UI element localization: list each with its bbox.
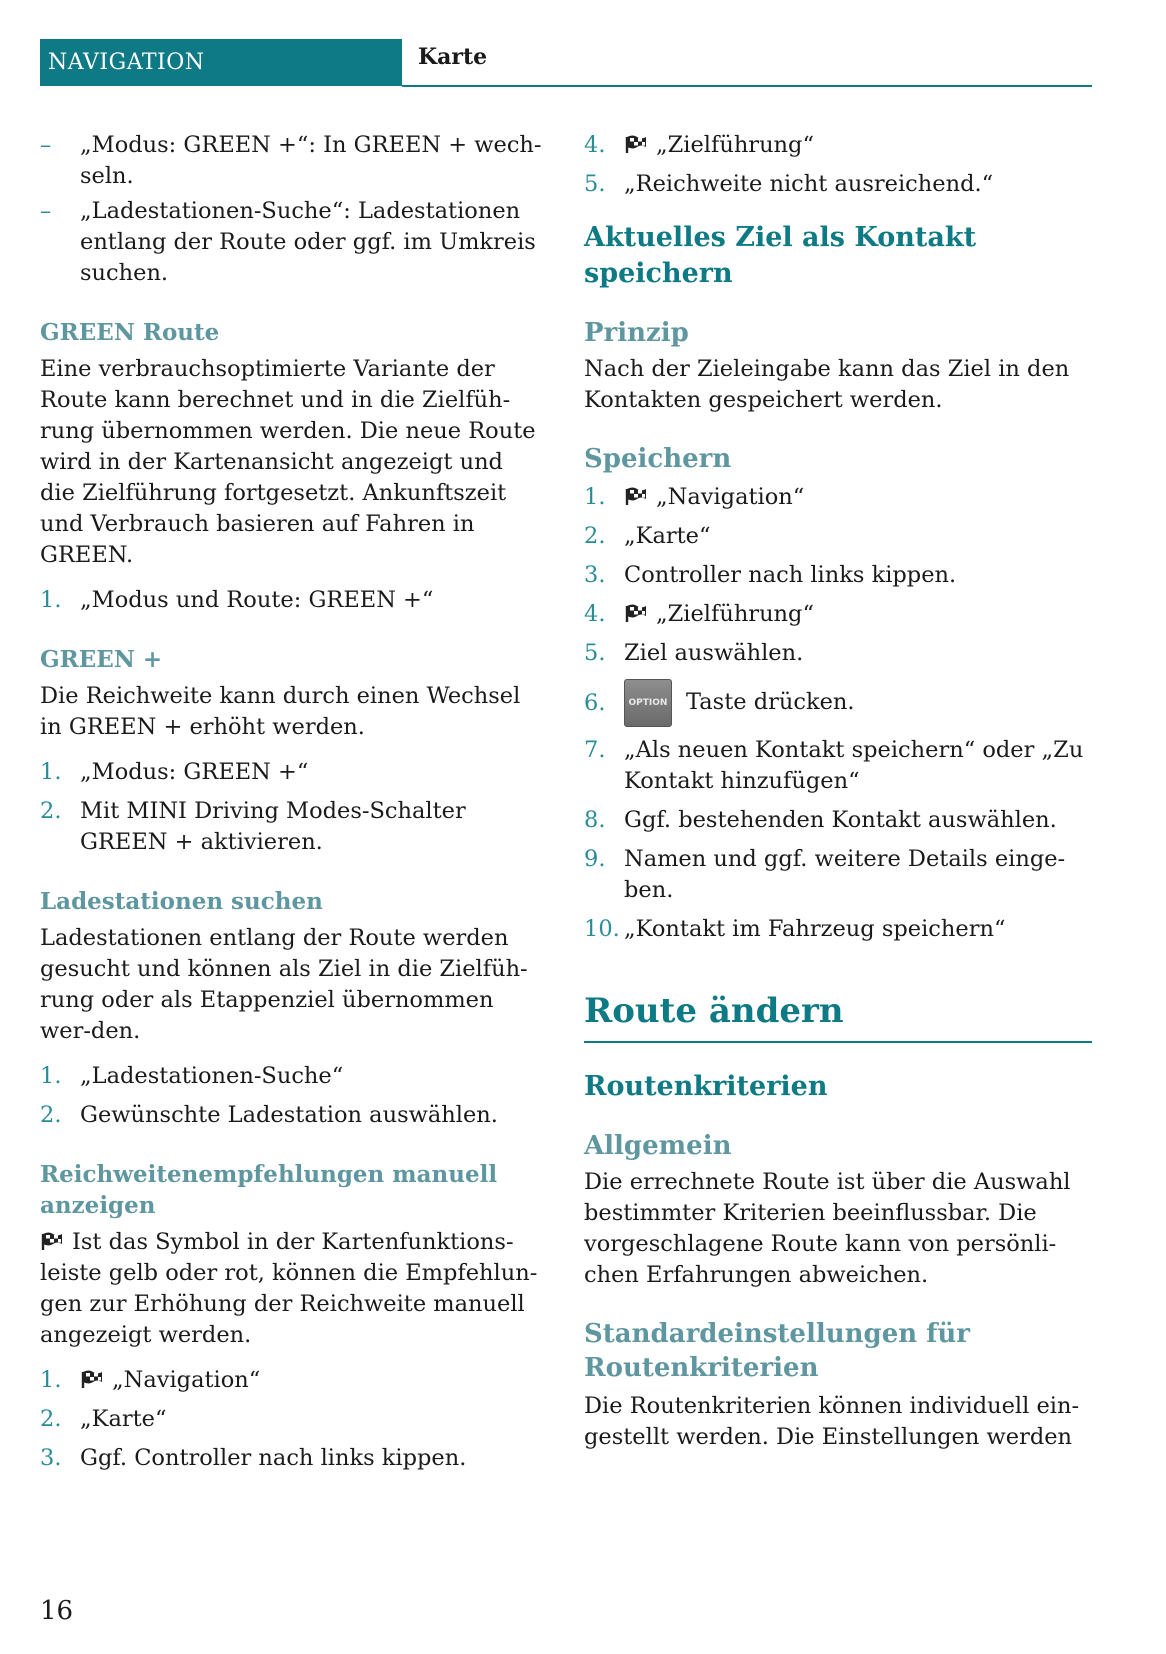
option-key-icon: OPTION — [624, 679, 672, 727]
step-text: Ggf. Controller nach links kippen. — [80, 1445, 467, 1471]
step-text: „Modus und Route: GREEN +“ — [80, 587, 434, 613]
list-item — [40, 1404, 545, 1435]
standard-body: Die Routenkriterien können individuell ein-gestellt werden. Die Einstellungen werden — [584, 1393, 1080, 1450]
step-text: „Kontakt im Fahrzeug speichern“ — [624, 916, 1006, 942]
green-route-body: Eine verbrauchsoptimierte Variante der Route kann berechnet und in die Zielfüh-rung übernommen werden. Die neue Route wird in der Kartenansicht angezeigt und die Zielführung fortgesetzt. Ankunftszeit und Verbrauch basieren auf Fahren in GREEN. — [40, 356, 536, 568]
step-number: 1. — [40, 587, 62, 613]
page-number: 16 — [40, 1596, 74, 1626]
step-text: Taste drücken. — [686, 689, 855, 715]
list-item — [584, 599, 1092, 630]
step-number: 1. — [40, 1367, 62, 1393]
step-number: 3. — [584, 562, 606, 588]
step-text: Namen und ggf. weitere Details einge-ben. — [624, 846, 1066, 903]
step-number: 1. — [40, 1063, 62, 1089]
right-column — [584, 130, 1092, 1453]
green-plus-body: Die Reichweite kann durch einen Wechsel in GREEN + erhöht werden. — [40, 683, 521, 740]
list-item — [40, 796, 545, 858]
step-number: 4. — [584, 601, 606, 627]
bullet-item — [40, 130, 545, 192]
step-number: 3. — [40, 1445, 62, 1471]
step-text: „Zielführung“ — [656, 601, 814, 627]
route-title: Route ändern — [584, 991, 844, 1031]
allgemein-heading: Allgemein — [584, 1131, 732, 1161]
step-number: 1. — [40, 759, 62, 785]
checkered-flag-icon — [40, 1230, 64, 1252]
routenkriterien-heading: Routenkriterien — [584, 1071, 828, 1102]
list-item — [584, 482, 1092, 513]
list-item — [584, 521, 1092, 552]
list-item — [584, 844, 1092, 906]
list-item — [40, 1100, 545, 1131]
ladestationen-body: Ladestationen entlang der Route werden gesucht und können als Ziel in die Zielfüh-rung oder als Etappenziel übernommen wer-den. — [40, 925, 528, 1044]
list-item — [584, 560, 1092, 591]
bullet-text: „Modus: GREEN +“: In GREEN + wech-seln. — [80, 132, 542, 189]
left-column — [40, 130, 545, 1474]
step-text: Mit MINI Driving Modes-Schalter GREEN + aktivieren. — [80, 798, 466, 855]
standard-heading: Standardeinstellungen für Routenkriterien — [584, 1319, 970, 1383]
step-text: „Reichweite nicht ausreichend.“ — [624, 171, 994, 197]
step-text: Controller nach links kippen. — [624, 562, 957, 588]
checkered-flag-icon — [624, 133, 648, 155]
bullet-text: „Ladestationen-Suche“: Ladestationen entlang der Route oder ggf. im Umkreis suchen. — [80, 198, 536, 286]
step-number: 2. — [40, 1406, 62, 1432]
list-item — [584, 914, 1092, 945]
checkered-flag-icon — [80, 1368, 104, 1390]
step-text: „Karte“ — [624, 523, 711, 549]
list-item — [584, 169, 1092, 200]
step-number: 5. — [584, 640, 606, 666]
step-number: 9. — [584, 846, 606, 872]
list-item — [40, 1443, 545, 1474]
step-number: 1. — [584, 484, 606, 510]
step-text: „Navigation“ — [112, 1367, 261, 1393]
allgemein-body: Die errechnete Route ist über die Auswahl bestimmter Kriterien beeinflussbar. Die vorgeschlagene Route kann von persönli-chen Erfahrungen abweichen. — [584, 1169, 1071, 1288]
step-number: 2. — [584, 523, 606, 549]
step-text: „Navigation“ — [656, 484, 805, 510]
reichweite-heading: Reichweitenempfehlungen manuell anzeigen — [40, 1161, 498, 1219]
prinzip-body: Nach der Zieleingabe kann das Ziel in den Kontakten gespeichert werden. — [584, 356, 1070, 413]
prinzip-heading: Prinzip — [584, 318, 689, 348]
section-rule — [584, 1041, 1092, 1043]
step-text: „Zielführung“ — [656, 132, 814, 158]
bullet-item — [40, 196, 545, 289]
header-topic: Karte — [418, 44, 488, 70]
list-item — [40, 757, 545, 788]
step-number: 2. — [40, 798, 62, 824]
step-text: „Ladestationen-Suche“ — [80, 1063, 344, 1089]
list-item — [584, 638, 1092, 669]
step-number: 2. — [40, 1102, 62, 1128]
step-text: Ggf. bestehenden Kontakt auswählen. — [624, 807, 1057, 833]
step-text: „Als neuen Kontakt speichern“ oder „Zu Kontakt hinzufügen“ — [624, 737, 1084, 794]
step-text: „Modus: GREEN +“ — [80, 759, 309, 785]
list-item — [584, 805, 1092, 836]
kontakt-heading: Aktuelles Ziel als Kontakt speichern — [584, 222, 977, 289]
step-text: Gewünschte Ladestation auswählen. — [80, 1102, 498, 1128]
ladestationen-heading: Ladestationen suchen — [40, 888, 323, 915]
reichweite-body-wrap — [40, 1227, 545, 1351]
header-rule — [402, 85, 1092, 87]
step-number: 6. — [584, 689, 606, 716]
step-text: „Karte“ — [80, 1406, 167, 1432]
step-number: 10. — [584, 916, 620, 942]
step-number: 5. — [584, 171, 606, 197]
green-plus-heading: GREEN + — [40, 646, 163, 673]
dash-marker: – — [40, 132, 52, 158]
checkered-flag-icon — [624, 485, 648, 507]
green-route-heading: GREEN Route — [40, 319, 220, 346]
step-number: 8. — [584, 807, 606, 833]
reichweite-body: Ist das Symbol in der Kartenfunktions-leiste gelb oder rot, können die Empfehlun-gen zur Erhöhung der Reichweite manuell angezeigt werden. — [40, 1229, 538, 1348]
dash-marker: – — [40, 198, 52, 224]
list-item — [584, 735, 1092, 797]
list-item — [40, 585, 545, 616]
list-item — [584, 130, 1092, 161]
header-section-title: NAVIGATION — [40, 39, 402, 86]
speichern-heading: Speichern — [584, 444, 732, 474]
step-number: 7. — [584, 737, 606, 763]
step-number: 4. — [584, 132, 606, 158]
list-item — [40, 1365, 545, 1396]
checkered-flag-icon — [624, 602, 648, 624]
list-item — [40, 1061, 545, 1092]
list-item — [584, 679, 1092, 727]
step-text: Ziel auswählen. — [624, 640, 804, 666]
